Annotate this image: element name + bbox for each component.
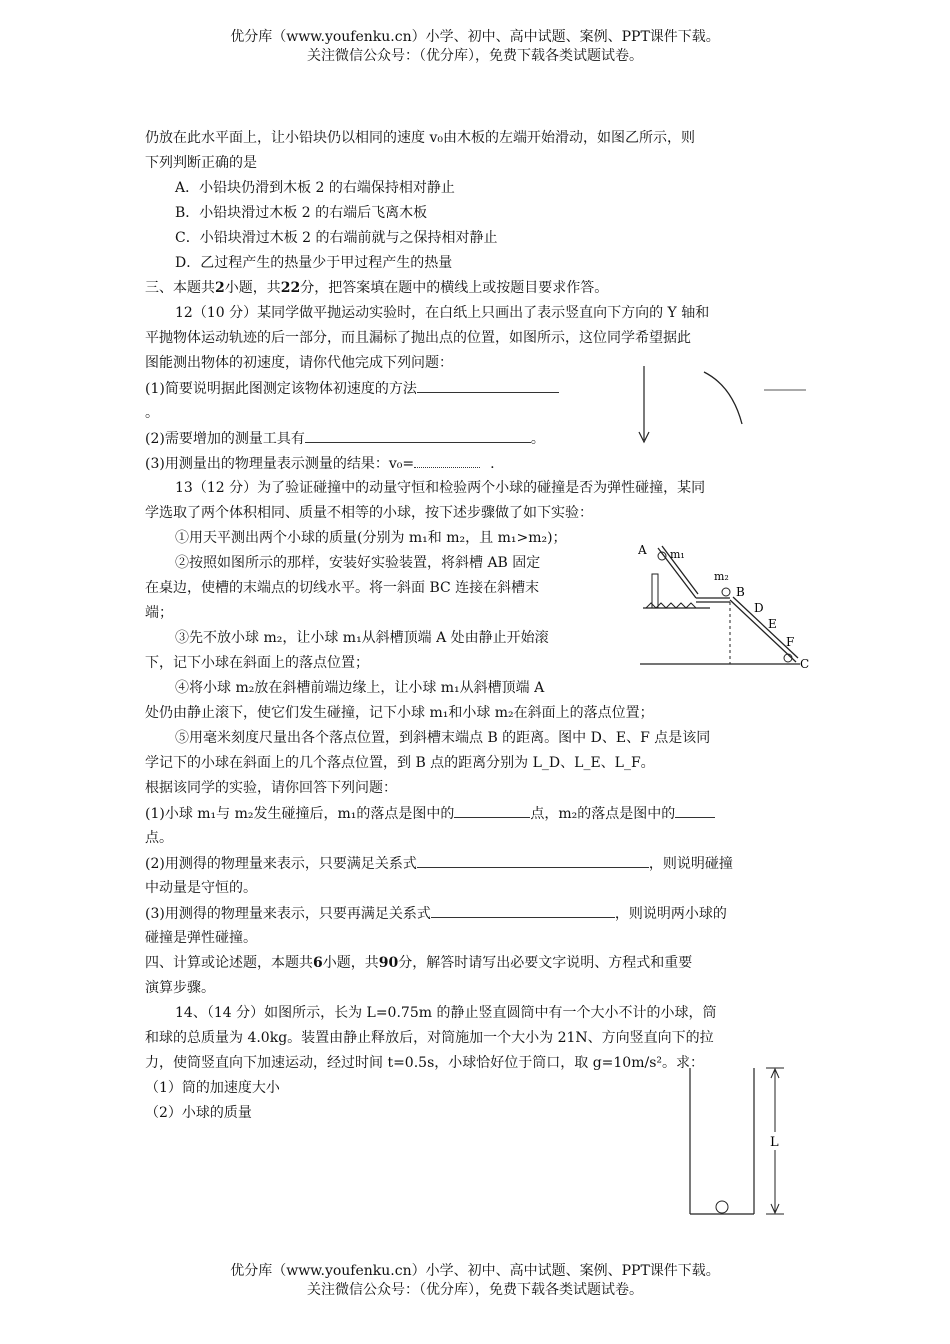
tube-figure: [680, 1064, 800, 1220]
q13-a2-end: ，则说明碰撞: [648, 856, 733, 872]
q13-a2-text: (2)用测得的物理量来表示，只要满足关系式: [145, 856, 417, 872]
label-l: L: [770, 1135, 779, 1150]
section-4-heading: [145, 951, 810, 976]
label-m1: m₁: [670, 548, 685, 561]
section-3-heading: [145, 276, 810, 301]
q14-line-3: 力，使筒竖直向下加速运动，经过时间 t=0.5s，小球恰好位于筒口，取 g=10m/s²。求：: [145, 1055, 705, 1071]
q13-step-5b: 学记下的小球在斜面上的几个落点位置，到 B 点的距离分别为 L_D、L_E、L_F。: [145, 755, 655, 771]
trajectory-figure: [630, 362, 820, 452]
q13-a3-blank[interactable]: [431, 901, 615, 918]
q11-option-d: D．乙过程产生的热量少于甲过程产生的热量: [175, 255, 453, 271]
q13-step-3a: ③先不放小球 m₂，让小球 m₁从斜槽顶端 A 处由静止开始滚: [175, 630, 549, 646]
q11-option-c: C．小铅块滑过木板 2 的右端前就与之保持相对静止: [175, 230, 498, 246]
q11-line-1: 仍放在此水平面上，让小铅块仍以相同的速度 v₀由木板的左端开始滑动，如图乙所示，则: [145, 130, 695, 146]
q14-part-1: （1）筒的加速度大小: [145, 1080, 280, 1096]
q11-option-b: B．小铅块滑过木板 2 的右端后飞离木板: [175, 205, 428, 221]
q13-answer-2: [145, 851, 810, 876]
section-4-heading-cont: 演算步骤。: [145, 980, 215, 996]
q13-answer-2-cont: 中动量是守恒的。: [145, 880, 257, 896]
q12-line-1: 12（10 分）某同学做平抛运动实验时，在白纸上只画出了表示竖直向下方向的 Y 轴和: [175, 305, 710, 321]
q13-line-1: 13（12 分）为了验证碰撞中的动量守恒和检验两个小球的碰撞是否为弹性碰撞，某同: [175, 480, 706, 496]
sec3-pre: 三、本题共: [145, 280, 215, 296]
q12-p2-text: (2)需要增加的测量工具有: [145, 431, 305, 447]
q12-part-1-end: 。: [145, 405, 159, 421]
page-header: [0, 28, 950, 66]
q13-step-1: ①用天平测出两个小球的质量(分别为 m₁和 m₂，且 m₁>m₂)；: [175, 530, 567, 546]
q12-p2-end: 。: [530, 431, 545, 447]
q13-a3-text: (3)用测得的物理量来表示，只要再满足关系式: [145, 906, 431, 922]
q14-part-2: （2）小球的质量: [145, 1105, 252, 1121]
trajectory-curve: [704, 372, 742, 424]
q13-a1-blank-1[interactable]: [454, 801, 530, 818]
label-m2: m₂: [714, 570, 729, 583]
footer-line-1: 优分库（www.youfenku.cn）小学、初中、高中试题、案例、PPT课件下载。: [230, 1263, 720, 1279]
sec3-count: 2: [215, 280, 225, 296]
header-line-2: 关注微信公众号：（优分库），免费下载各类试题试卷。: [307, 48, 643, 64]
table-hatch: [646, 603, 696, 608]
q11-line-2: 下列判断正确的是: [145, 155, 257, 171]
q13-a3-end: ，则说明两小球的: [614, 906, 727, 922]
q13-step-2a: ②按照如图所示的那样，安装好实验装置，将斜槽 AB 固定: [175, 555, 541, 571]
ball-m2: [722, 588, 730, 596]
q12-line-3: 图能测出物体的初速度，请你代他完成下列问题：: [145, 355, 453, 371]
chute-support: [652, 574, 658, 608]
footer-line-2: 关注微信公众号：（优分库），免费下载各类试题试卷。: [307, 1282, 643, 1298]
q13-answer-3: [145, 901, 810, 926]
q13-step-4b: 处仍由静止滚下，使它们发生碰撞，记下小球 m₁和小球 m₂在斜面上的落点位置；: [145, 705, 654, 721]
q13-step-5a: ⑤用毫米刻度尺量出各个落点位置，到斜槽末端点 B 的距离。图中 D、E、F 点是该同: [175, 730, 711, 746]
sec3-mid: 小题，共: [224, 280, 281, 296]
label-d: D: [754, 601, 764, 615]
sec4-pre: 四、计算或论述题，本题共: [145, 955, 313, 971]
label-b: B: [736, 585, 745, 599]
q11-option-a: A．小铅块仍滑到木板 2 的右端保持相对静止: [175, 180, 455, 196]
q14-line-2: 和球的总质量为 4.0kg。装置由静止释放后，对筒施加一个大小为 21N、方向竖直向下的拉: [145, 1030, 714, 1046]
q13-a1-mid: 点，m₂的落点是图中的: [530, 806, 676, 822]
sec3-post: 分，把答案填在题中的横线上或按题目要求作答。: [300, 280, 609, 296]
sec4-points: 90: [378, 955, 399, 971]
q12-p3-end: .: [490, 456, 495, 472]
q13-answer-1: [145, 801, 810, 826]
header-line-1: 优分库（www.youfenku.cn）小学、初中、高中试题、案例、PPT课件下载。: [230, 29, 720, 45]
q13-answer-3-cont: 碰撞是弹性碰撞。: [145, 930, 257, 946]
label-a: A: [638, 543, 647, 557]
q14-line-1: 14、（14 分）如图所示，长为 L=0.75m 的静止竖直圆筒中有一个大小不计的小球，筒: [175, 1005, 717, 1021]
q13-answer-1-end: 点。: [145, 830, 173, 846]
q12-p3-text: (3)用测量出的物理量表示测量的结果：v₀=: [145, 456, 415, 472]
q12-part-3: [145, 451, 810, 476]
q13-a1-text: (1)小球 m₁与 m₂发生碰撞后，m₁的落点是图中的: [145, 806, 455, 822]
sec4-mid: 小题，共: [322, 955, 379, 971]
q13-step-4a: ④将小球 m₂放在斜槽前端边缘上，让小球 m₁从斜槽顶端 A: [175, 680, 545, 696]
q13-step-2c: 端；: [145, 605, 173, 621]
q12-p3-blank[interactable]: [414, 451, 480, 468]
q12-line-2: 平抛物体运动轨迹的后一部分，而且漏标了抛出点的位置，如图所示，这位同学希望据此: [145, 330, 691, 346]
sec4-post: 分，解答时请写出必要文字说明、方程式和重要: [398, 955, 693, 971]
q13-a2-blank[interactable]: [417, 851, 649, 868]
label-c: C: [800, 657, 810, 671]
q12-p1-text: (1)简要说明据此图测定该物体初速度的方法: [145, 381, 417, 397]
label-e: E: [768, 617, 777, 631]
q13-line-2: 学选取了两个体积相同、质量不相等的小球，按下述步骤做了如下实验：: [145, 505, 593, 521]
q12-p2-blank[interactable]: [305, 426, 531, 443]
sec4-count: 6: [313, 955, 323, 971]
q13-ask: 根据该同学的实验，请你回答下列问题：: [145, 780, 397, 796]
q13-a1-blank-2[interactable]: [675, 801, 715, 818]
collision-apparatus-figure: [638, 540, 814, 672]
q13-step-3b: 下，记下小球在斜面上的落点位置；: [145, 655, 369, 671]
label-f: F: [786, 635, 795, 649]
q13-step-2b: 在桌边，使槽的末端点的切线水平。将一斜面 BC 连接在斜槽末: [145, 580, 540, 596]
sec3-points: 22: [280, 280, 301, 296]
page-footer: [0, 1262, 950, 1300]
ball-icon: [716, 1201, 728, 1213]
q12-p1-blank[interactable]: [417, 376, 559, 393]
